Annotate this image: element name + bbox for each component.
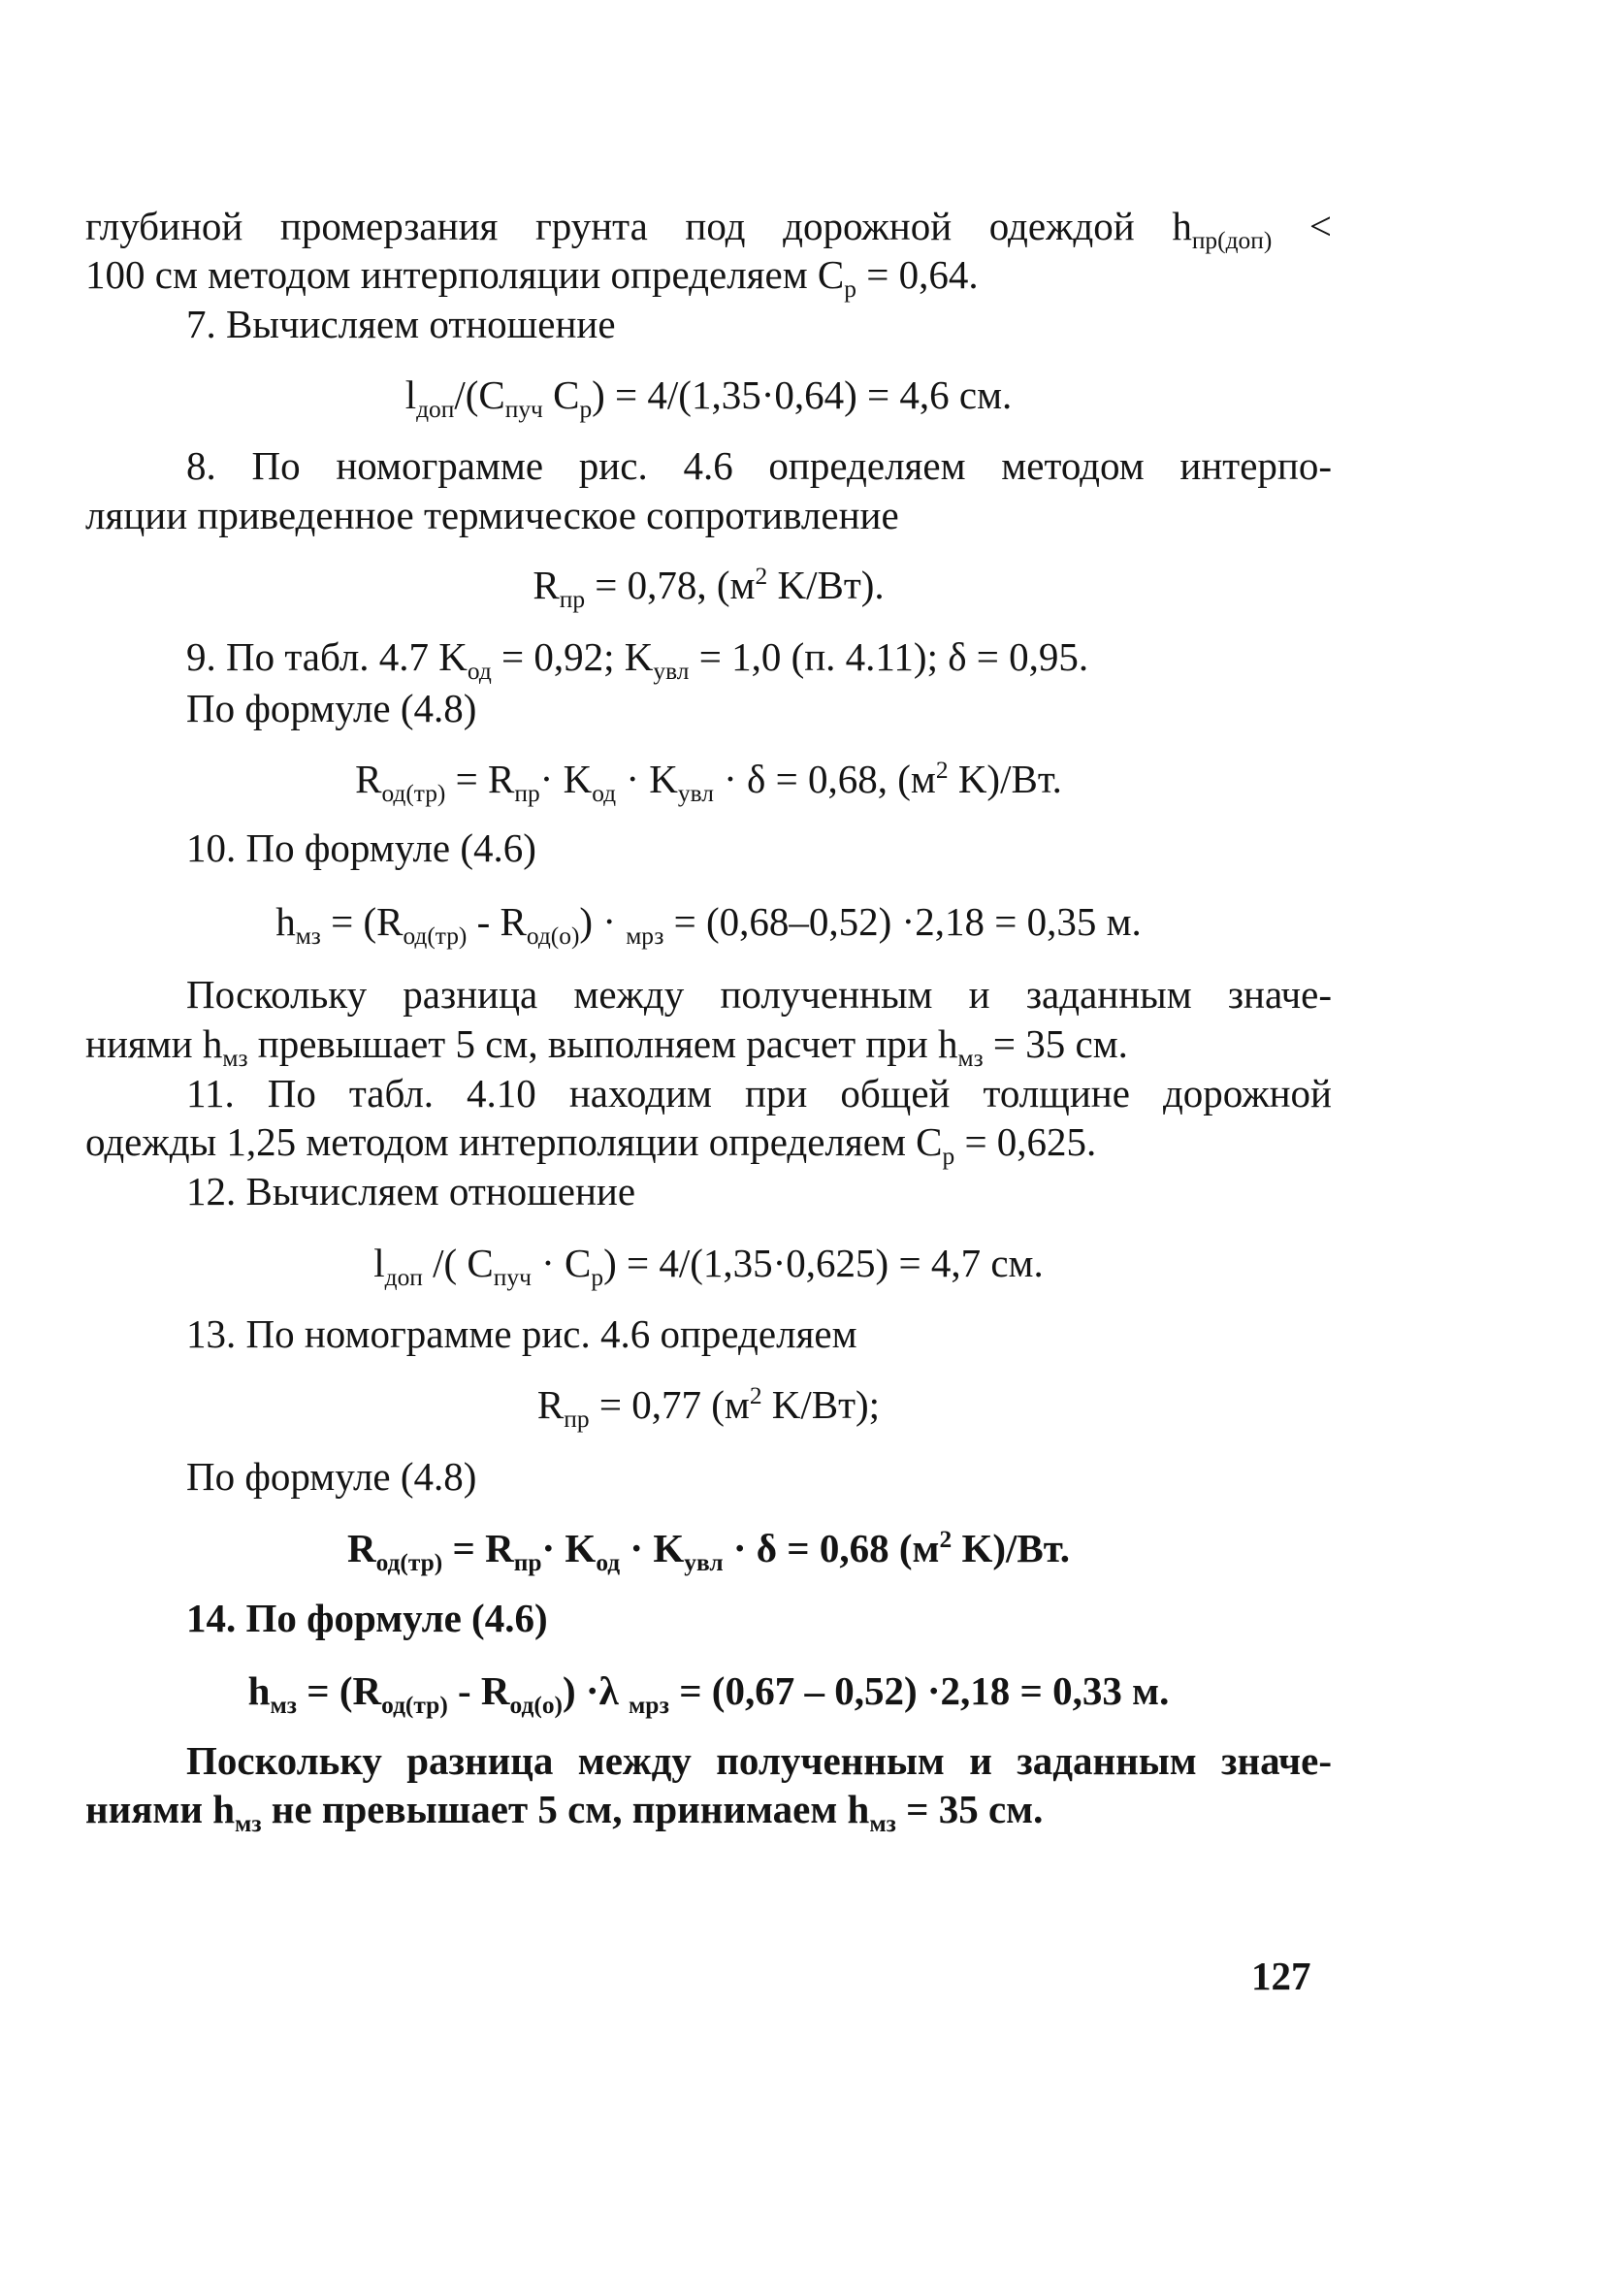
subscript: пр(доп) [1191, 226, 1273, 254]
subscript: пуч [493, 1263, 532, 1291]
text-line-25: Поскольку разница между полученным и заданным значе- [186, 1738, 1332, 1783]
text-line-5: 8. По номограмме рис. 4.6 определяем методом интерпо- [186, 443, 1332, 488]
formula-4: $h_{мз} = (R_{од(тр)} - R_{од(о)}) \cdot _{мрз} = (0,68-0,52) \cdot 2,18 = 0,35$ м. [275, 899, 1142, 950]
subscript: увл [677, 779, 714, 807]
text-line-26: ниями $h_{мз}$ не превышает 5 см, принимаем $h_{мз} = 35$ см. [85, 1787, 1044, 1837]
subscript: мрз [626, 922, 664, 950]
formula-3: $R_{од(тр)} = R_{пр}\cdot K_{од} \cdot K_{увл} \cdot \delta = 0,68$, ($м^2$ K)/Вт. [355, 756, 1062, 807]
text-line-13: Поскольку разница между полученным и заданным значе- [186, 972, 1332, 1017]
subscript: мз [957, 1044, 984, 1072]
text-line-3: 7. Вычисляем отношение [186, 302, 616, 346]
subscript: пр [564, 1405, 590, 1433]
subscript: пр [513, 1548, 542, 1576]
subscript: пр [559, 585, 586, 613]
superscript: 2 [935, 756, 949, 784]
text-line-2: 100 см методом интерполяции определяем $C_p = 0,64$. [85, 252, 979, 303]
subscript: мз [235, 1809, 262, 1837]
superscript: 2 [939, 1525, 953, 1553]
subscript: од [592, 779, 617, 807]
subscript: доп [384, 1263, 423, 1291]
superscript: 2 [749, 1381, 762, 1409]
text-line-11: 10. По формуле (4.6) [186, 825, 536, 870]
subscript: мз [869, 1809, 896, 1837]
subscript: од(тр) [381, 1691, 448, 1719]
subscript: мз [295, 922, 321, 950]
formula-5: $l_{доп}$ /( $C_{пуч} \cdot C_p) = 4/(1,35\cdot 0,625) = 4,7$ см. [373, 1241, 1044, 1291]
text-line-1: глубиной промерзания грунта под дорожной одеждой $h_{пр(доп)}$ < [85, 204, 1332, 254]
subscript: p [844, 275, 856, 303]
formula-8: $h_{мз} = (R_{од(тр)} - R_{од(о)}) \cdot\lambda$ $_{мрз}$ = (0,67 – 0,52) ·2,18 = 0,33 м. [247, 1668, 1170, 1719]
subscript: пр [514, 779, 540, 807]
text-line-14: ниями $h_{мз}$ превышает 5 см, выполняем расчет при $h_{мз} = 35$ см. [85, 1021, 1128, 1072]
subscript: од(о) [509, 1691, 563, 1719]
formula-7: $R_{од(тр)} = R_{пр}\cdot K_{од} \cdot K_{увл} \cdot \delta = 0,68$ ($м^2$ K)/Вт. [346, 1525, 1071, 1576]
subscript: p [579, 395, 593, 423]
subscript: доп [416, 395, 455, 423]
subscript: увл [653, 657, 690, 685]
subscript: мз [270, 1691, 297, 1719]
text-line-19: 13. По номограмме рис. 4.6 определяем [186, 1311, 857, 1356]
subscript: мрз [628, 1691, 669, 1719]
subscript: пуч [504, 395, 543, 423]
subscript: од [596, 1548, 621, 1576]
text-line-15: 11. По табл. 4.10 находим при общей толщине дорожной [186, 1071, 1332, 1116]
text-line-21: По формуле (4.8) [186, 1454, 477, 1499]
subscript: увл [684, 1548, 724, 1576]
text-line-9: По формуле (4.8) [186, 686, 477, 730]
text-line-8: 9. По табл. 4.7 $K_{од} = 0,92$; $K_{увл} = 1,0$ (п. 4.11); δ = 0,95. [186, 634, 1089, 685]
subscript: од [467, 657, 492, 685]
subscript: од(тр) [375, 1548, 443, 1576]
text-line-23: 14. По формуле (4.6) [186, 1596, 548, 1640]
text-line-6: ляции приведенное термическое сопротивление [85, 493, 899, 537]
subscript: од(тр) [403, 922, 468, 950]
subscript: од(тр) [381, 779, 446, 807]
superscript: 2 [755, 562, 768, 590]
page-number: 127 [1251, 1954, 1311, 1998]
subscript: од(о) [526, 922, 580, 950]
formula-2: $R_{пр} = 0,78$, ($м^2$ K/Вт). [533, 562, 885, 613]
formula-6: $R_{пр} = 0,77$ ($м^2$ K/Вт); [536, 1381, 881, 1433]
subscript: p [942, 1142, 955, 1170]
text-line-16: одежды 1,25 методом интерполяции определяем $C_p = 0,625$. [85, 1119, 1097, 1170]
formula-1: $l_{доп}/(C_{пуч}$ $C_p) = 4/(1,35\cdot 0,64) = 4,6$ см. [404, 372, 1013, 423]
subscript: мз [222, 1044, 248, 1072]
text-line-17: 12. Вычисляем отношение [186, 1169, 636, 1213]
subscript: p [591, 1263, 604, 1291]
